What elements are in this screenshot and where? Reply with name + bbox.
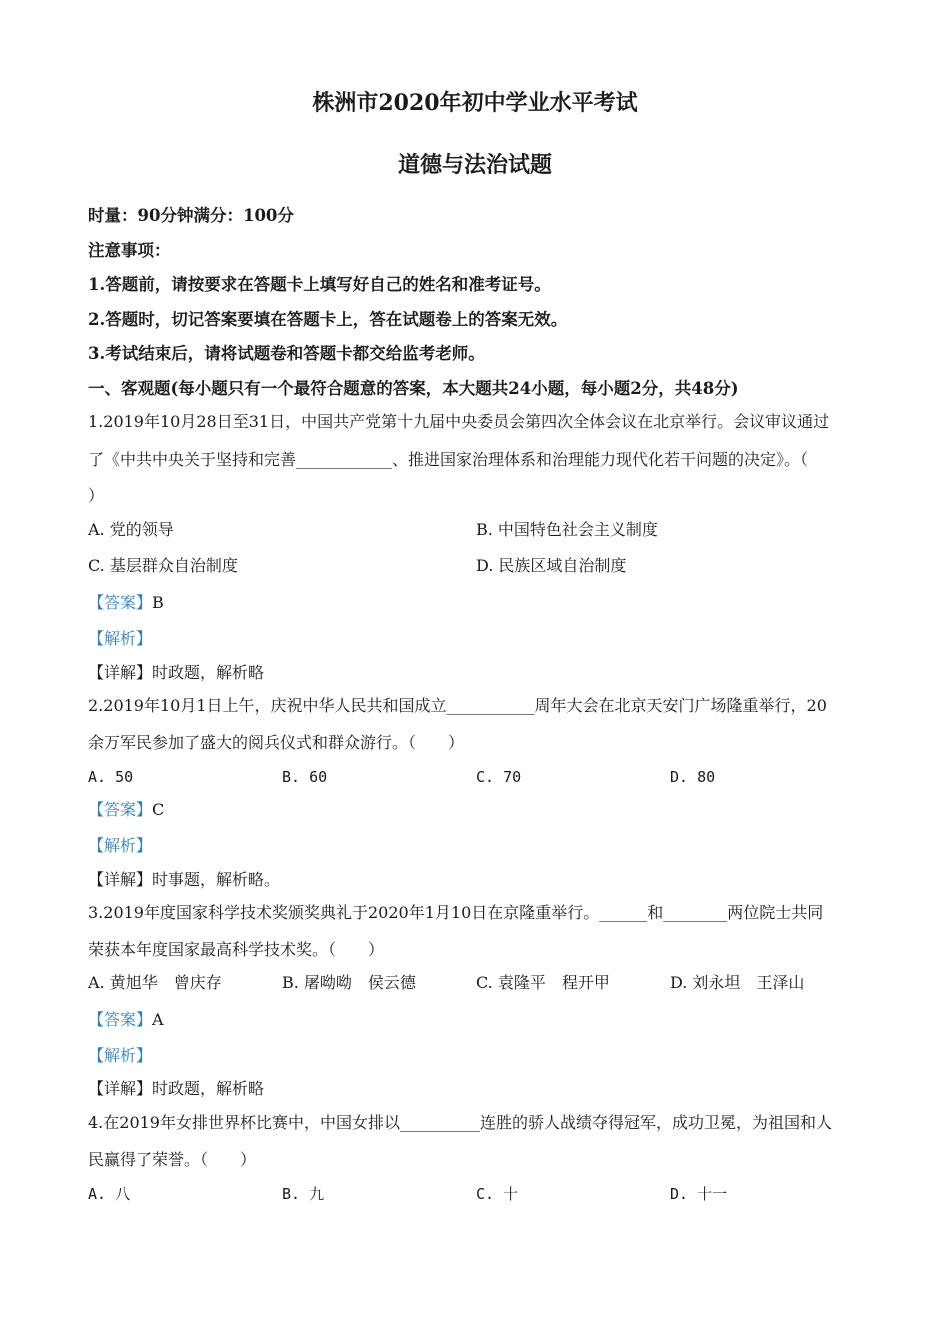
question-1-detail (88, 662, 862, 684)
note-1: 1.答题前，请按要求在答题卡上填写好自己的姓名和准考证号。 (88, 275, 551, 294)
question-3-line-1: 3.2019年度国家科学技术奖颁奖典礼于2020年1月10日在京隆重举行。______和________两位院士共同 (88, 903, 824, 922)
question-2-analysis-label: 【解析】 (88, 836, 153, 855)
question-2-answer (88, 799, 862, 821)
answer-value: B (152, 593, 164, 612)
question-1-line-2: 了《中共中央关于坚持和完善____________、推进国家治理体系和治理能力现代化若干问题的决定》。（ (88, 450, 809, 469)
note-2: 2.答题时，切记答案要填在答题卡上，答在试题卷上的答案无效。 (88, 310, 568, 329)
question-3-option-a: A. 黄旭华 曾庆存 (88, 973, 222, 992)
detail-label: 【详解】 (88, 663, 153, 682)
page-title: 株洲市2020年初中学业水平考试 (312, 90, 638, 116)
question-1-analysis-label: 【解析】 (88, 629, 153, 648)
detail-label: 【详解】 (88, 870, 153, 889)
question-3-line-2: 荣获本年度国家最高科学技术奖。（ ） (88, 940, 385, 959)
question-3-detail (88, 1078, 862, 1100)
question-4-option-c: C. 十 (476, 1185, 519, 1203)
answer-value: C (152, 800, 165, 819)
question-4-line-2: 民赢得了荣誉。（ ） (88, 1150, 257, 1169)
question-1-option-d: D. 民族区域自治制度 (476, 556, 627, 575)
question-4-option-a: A. 八 (88, 1185, 131, 1203)
answer-value: A (152, 1010, 164, 1029)
answer-label: 【答案】 (88, 1010, 153, 1029)
question-4-line-1: 4.在2019年女排世界杯比赛中，中国女排以__________连胜的骄人战绩夺得冠军，成功卫冕，为祖国和人 (88, 1113, 832, 1132)
section-heading: 一、客观题(每小题只有一个最符合题意的答案，本大题共24小题，每小题2分，共48分) (88, 379, 739, 398)
answer-label: 【答案】 (88, 800, 153, 819)
question-2-option-a: A. 50 (88, 768, 134, 786)
detail-text: 时事题，解析略。 (152, 870, 281, 889)
question-2-option-c: C. 70 (476, 768, 522, 786)
question-1-line-3: ） (88, 486, 105, 505)
detail-text: 时政题，解析略 (152, 1079, 265, 1098)
notes-heading: 注意事项： (88, 241, 171, 260)
question-3-analysis-label: 【解析】 (88, 1046, 153, 1065)
question-3-option-b: B. 屠呦呦 侯云德 (282, 973, 416, 992)
question-4-option-b: B. 九 (282, 1185, 325, 1203)
question-2-line-1: 2.2019年10月1日上午，庆祝中华人民共和国成立___________周年大会在北京天安门广场隆重举行，20 (88, 696, 827, 715)
question-1-option-b: B. 中国特色社会主义制度 (476, 520, 658, 539)
question-2-detail (88, 869, 862, 891)
exam-time: 时量：90分钟满分：100分 (88, 206, 294, 225)
question-2-line-2: 余万军民参加了盛大的阅兵仪式和群众游行。（ ） (88, 733, 465, 752)
note-3: 3.考试结束后，请将试题卷和答题卡都交给监考老师。 (88, 344, 485, 363)
question-3-option-d: D. 刘永坦 王泽山 (670, 973, 805, 992)
detail-text: 时政题，解析略 (152, 663, 265, 682)
question-4-option-d: D. 十一 (670, 1185, 728, 1203)
question-2-option-d: D. 80 (670, 768, 716, 786)
question-1-option-c: C. 基层群众自治制度 (88, 556, 238, 575)
answer-label: 【答案】 (88, 593, 153, 612)
question-3-answer (88, 1009, 862, 1031)
detail-label: 【详解】 (88, 1079, 153, 1098)
question-1-answer (88, 592, 862, 614)
question-3-option-c: C. 袁隆平 程开甲 (476, 973, 610, 992)
question-1-option-a: A. 党的领导 (88, 520, 174, 539)
question-2-option-b: B. 60 (282, 768, 328, 786)
page-subtitle: 道德与法治试题 (397, 152, 552, 178)
question-1-line-1: 1.2019年10月28日至31日，中国共产党第十九届中央委员会第四次全体会议在北京举行。会议审议通过 (88, 412, 830, 431)
